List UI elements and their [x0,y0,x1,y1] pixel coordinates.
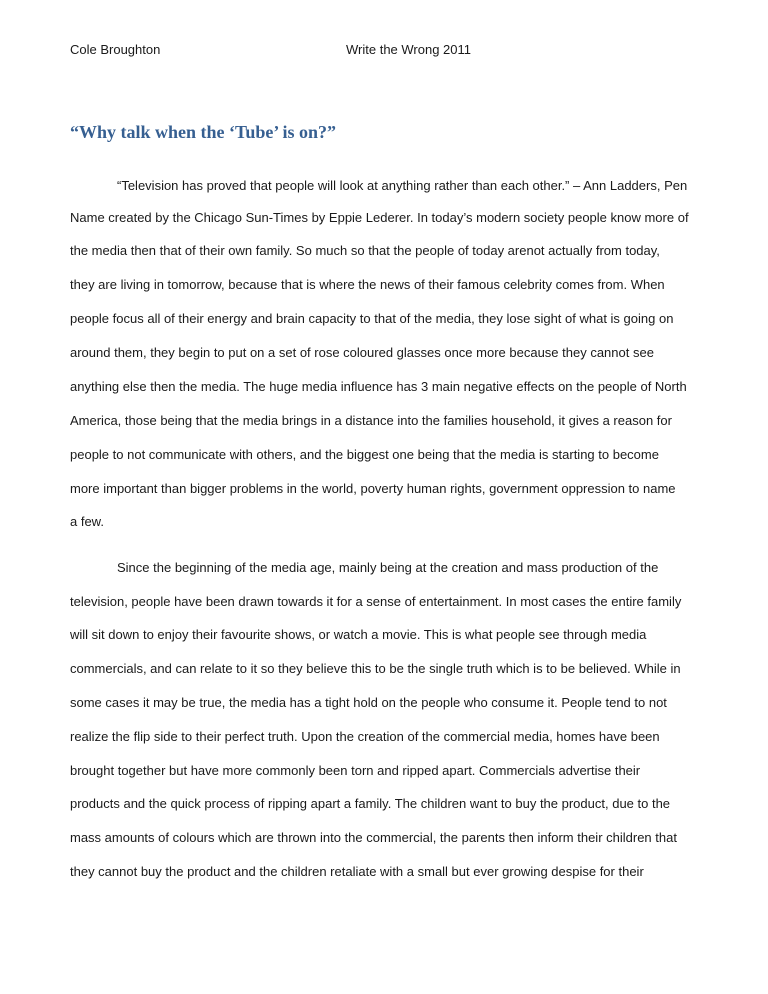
header-author: Cole Broughton [70,42,161,57]
text-line: television, people have been drawn towards it for a sense of entertainment. In most cases the entire family [70,594,682,609]
text-line: people to not communicate with others, and the biggest one being that the media is starting to become [70,447,659,462]
text-line: more important than bigger problems in the world, poverty human rights, government oppression to name [70,481,676,496]
text-line: people focus all of their energy and brain capacity to that of the media, they lose sight of what is going on [70,311,674,326]
text-line: the media then that of their own family. So much so that the people of today arenot actually from today, [70,243,660,258]
text-line: around them, they begin to put on a set of rose coloured glasses once more because they cannot see [70,345,654,360]
text-line: realize the flip side to their perfect truth. Upon the creation of the commercial media, homes have been [70,729,660,744]
text-line: Since the beginning of the media age, mainly being at the creation and mass production of the [117,560,659,575]
text-line: some cases it may be true, the media has a tight hold on the people who consume it. People tend to not [70,695,667,710]
text-line: America, those being that the media brings in a distance into the families household, it gives a reason for [70,413,672,428]
text-line: “Television has proved that people will look at anything rather than each other.” – Ann Ladders, Pen [117,178,688,193]
text-line: products and the quick process of ripping apart a family. The children want to buy the product, due to the [70,796,671,811]
text-line: they are living in tomorrow, because that is where the news of their famous celebrity comes from. When [70,277,665,292]
text-line: Name created by the Chicago Sun-Times by Eppie Lederer. In today’s modern society people know more of [70,210,689,225]
text-line: commercials, and can relate to it so they believe this to be the single truth which is to be believed. While in [70,661,681,676]
text-line: a few. [70,514,104,529]
text-line: brought together but have more commonly been torn and ripped apart. Commercials advertise their [70,763,641,778]
text-line: will sit down to enjoy their favourite shows, or watch a movie. This is what people see through media [70,627,647,642]
text-line: mass amounts of colours which are thrown into the commercial, the parents then inform their children that [70,830,677,845]
essay-title: “Why talk when the ‘Tube’ is on?” [70,122,337,142]
header-course: Write the Wrong 2011 [346,42,472,57]
text-line: they cannot buy the product and the children retaliate with a small but ever growing despise for their [70,864,644,879]
text-line: anything else then the media. The huge media influence has 3 main negative effects on the people of North [70,379,687,394]
